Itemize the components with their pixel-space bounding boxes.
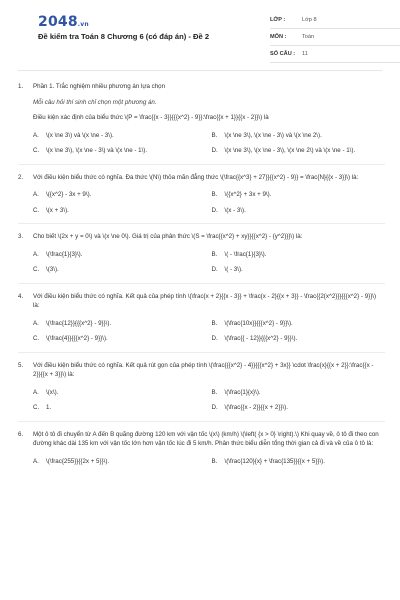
option-c[interactable]	[33, 206, 204, 216]
option-label: D.	[211, 147, 218, 154]
meta-row-count	[270, 46, 400, 63]
options	[33, 131, 382, 156]
option-b[interactable]	[212, 388, 383, 398]
option-label: B.	[211, 319, 218, 327]
question-text: Một ô tô đi chuyển từ A đến B quãng đường 120 km với vận tốc \(x\) (km/h) \(\left( {x > 0} \right).\) Khi quay về, ô tô đi theo con đường khác dài 135 km với vận tốc lớn hơn vận tốc lúc đi 5 km/h. Phân thức biểu diễn tổng thời gian cả đi và về của ô tô là:	[33, 430, 379, 447]
question	[18, 361, 382, 413]
option-d[interactable]	[212, 206, 383, 216]
option-text: \(\frac{{x - 2}}{{x + 2}}\).	[224, 404, 288, 411]
option-text: \( - 3\).	[224, 266, 243, 273]
meta-row-class	[270, 12, 400, 29]
question	[18, 292, 382, 344]
options	[33, 457, 382, 467]
option-c[interactable]	[33, 265, 204, 275]
option-b[interactable]	[212, 250, 383, 260]
question-list	[0, 82, 400, 473]
document-meta	[270, 12, 400, 63]
option-text: \({x^2} - 3x + 9\).	[46, 191, 92, 198]
option-b[interactable]	[212, 457, 383, 467]
option-text: \(x \ne 3\), \(x \ne - 3\) và \(x \ne - 1\).	[46, 147, 148, 154]
option-a[interactable]	[33, 319, 204, 329]
option-label: B.	[211, 388, 218, 396]
header-divider	[18, 70, 382, 71]
question	[18, 430, 382, 467]
header	[18, 0, 382, 72]
question	[18, 82, 382, 156]
meta-label: LỚP :	[270, 17, 286, 23]
option-label: A.	[33, 250, 39, 258]
options	[33, 190, 382, 215]
option-d[interactable]	[212, 146, 383, 156]
option-text: \(x \ne 3\) và \(x \ne - 3\).	[46, 131, 114, 139]
meta-value: Toán	[302, 34, 315, 40]
question-text: Điều kiện xác định của biểu thức \(P = \frac{{x - 3}}{{{x^2} - 9}}:\frac{{x + 1}}{{x - 2}}\) là	[33, 114, 269, 121]
option-label: A.	[33, 319, 39, 327]
option-b[interactable]	[212, 131, 383, 141]
part-title: Phần 1. Trắc nghiệm nhiều phương án lựa chọn	[33, 83, 166, 90]
option-text: \(3\).	[46, 266, 59, 273]
meta-label: MÔN :	[270, 34, 287, 40]
question-divider	[18, 352, 385, 353]
options	[33, 250, 382, 275]
instruction: Mỗi câu hỏi thí sinh chỉ chọn một phương án.	[33, 98, 157, 106]
option-b[interactable]	[212, 190, 383, 200]
question-text: Với điều kiện biểu thức có nghĩa. Kết quả rút gọn của phép tính \(\frac{{{x^2} - 4}}{{{x^2} + 3x}} \cdot \frac{x}{{x + 2}}:\frac{{x - 2}}{{x + 3}}\) là:	[33, 361, 374, 378]
question-number: 1.	[18, 83, 24, 90]
option-label: D.	[211, 206, 218, 214]
option-label: C.	[33, 404, 40, 411]
site-logo[interactable]	[38, 14, 89, 30]
question	[18, 173, 382, 216]
question-number: 5.	[18, 361, 24, 369]
option-label: A.	[33, 131, 39, 139]
option-label: C.	[33, 335, 40, 342]
meta-label: SỐ CÂU :	[270, 51, 296, 57]
question-text: Cho biết \(2x + y = 0\) và \(x \ne 0\). Giá trị của phân thức \(S = \frac{{x^2} + xy}}{{x^2} - {y^2}}}\) là:	[33, 233, 303, 240]
option-a[interactable]	[33, 250, 204, 260]
option-c[interactable]	[33, 334, 204, 344]
option-c[interactable]	[33, 146, 204, 156]
option-c[interactable]	[33, 403, 204, 413]
option-text: 1.	[46, 404, 52, 411]
option-label: B.	[211, 131, 218, 139]
option-label: D.	[211, 335, 218, 342]
option-text: \(\frac{1}{x}\).	[224, 388, 261, 396]
option-label: A.	[33, 388, 39, 396]
option-label: D.	[211, 404, 218, 411]
option-d[interactable]	[212, 403, 383, 413]
logo-text: 2048	[38, 14, 78, 30]
question-number: 2.	[18, 173, 24, 181]
option-d[interactable]	[212, 265, 383, 275]
question-number: 3.	[18, 233, 24, 240]
option-a[interactable]	[33, 388, 204, 398]
option-text: \(x \ne 3\), \(x \ne - 3\), \(x \ne 2\) và \(x \ne - 1\).	[224, 147, 356, 154]
option-a[interactable]	[33, 190, 204, 200]
meta-row-subject	[270, 29, 400, 46]
option-text: \(x - 3\).	[224, 206, 246, 214]
option-label: B.	[211, 250, 218, 258]
option-text: \(\frac{{ - 12}}{{{x^2} - 9}}\).	[224, 335, 298, 342]
option-d[interactable]	[212, 334, 383, 344]
option-text: \( - \frac{1}{3}\).	[224, 250, 267, 258]
option-text: \(\frac{255}}{{2x + 5}}\).	[46, 457, 110, 465]
question	[18, 232, 382, 275]
option-text: \({x^2} + 3x + 9\).	[224, 191, 272, 198]
option-text: \(x\).	[46, 388, 59, 396]
option-label: B.	[211, 457, 218, 465]
option-a[interactable]	[33, 131, 204, 141]
option-text: \(x \ne 3\), \(x \ne - 3\) và \(x \ne 2\).	[224, 131, 322, 139]
option-text: \(x + 3\).	[46, 206, 69, 214]
options	[33, 319, 382, 344]
options	[33, 388, 382, 413]
option-label: C.	[33, 147, 40, 154]
option-b[interactable]	[212, 319, 383, 329]
document-title: Đề kiểm tra Toán 8 Chương 6 (có đáp án) - Đề 2	[38, 32, 210, 41]
question-text: Với điều kiện biểu thức có nghĩa. Kết quả của phép tính \(\frac{x + 2}{{x - 3}} + \frac{x - 2}{{x + 3}} - \frac{{2{x^2}}}{{{x^2} - 9}}\) là:	[33, 292, 377, 309]
question-text: Với điều kiện biểu thức có nghĩa. Đa thức \(N\) thỏa mãn đẳng thức \(\frac{{x^3} + 27}}{{x^2} - 9}} = \frac{N}{{x - 3}}\) là:	[33, 173, 359, 181]
option-label: B.	[211, 191, 218, 198]
option-label: A.	[33, 457, 39, 465]
logo-suffix: .vn	[77, 21, 89, 28]
question-divider	[18, 421, 385, 422]
meta-value: 11	[302, 51, 308, 57]
option-text: \(\frac{4}}{{{x^2} - 9}}\).	[46, 335, 108, 342]
option-label: C.	[33, 266, 40, 273]
question-number: 4.	[18, 292, 24, 300]
option-label: A.	[33, 191, 39, 198]
question-number: 6.	[18, 430, 24, 438]
option-label: C.	[33, 206, 40, 214]
option-a[interactable]	[33, 457, 204, 467]
question-divider	[18, 223, 385, 224]
option-text: \(\frac{120}{x} + \frac{135}}{{x + 5}}\).	[224, 457, 325, 465]
question-divider	[18, 164, 385, 165]
meta-value: Lớp 8	[302, 17, 317, 23]
option-label: D.	[211, 266, 218, 273]
option-text: \(\frac{1}{3}\).	[46, 250, 83, 258]
question-divider	[18, 283, 385, 284]
option-text: \(\frac{12}}{{{x^2} - 9}}\).	[46, 319, 112, 327]
option-text: \(\frac{10x}}{{{x^2} - 9}}\).	[224, 319, 293, 327]
